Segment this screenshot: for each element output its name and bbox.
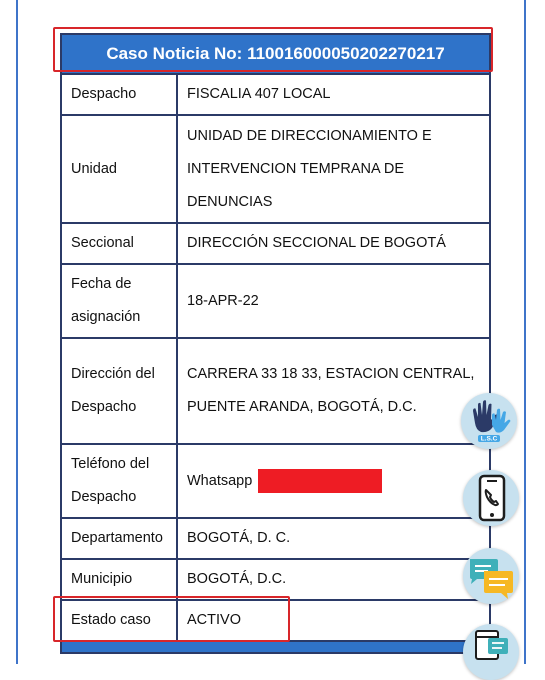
row-label-direccion: Dirección del Despacho [61,338,177,444]
case-details-table [60,33,491,654]
table-footer-bar [61,641,490,653]
row-label-telefono: Teléfono del Despacho [61,444,177,518]
row-value-telefono [177,444,490,518]
row-label-departamento: Departamento [61,518,177,559]
row-label-despacho: Despacho [61,74,177,115]
table-row [61,444,490,518]
whatsapp-label: Whatsapp [187,472,253,489]
table-row [61,223,490,264]
redacted-phone-number [258,469,382,493]
table-footer-fill [61,641,490,653]
sign-language-button[interactable] [461,393,517,449]
chat-button[interactable] [463,548,519,604]
row-value-despacho: FISCALIA 407 LOCAL [177,74,490,115]
row-value-unidad: UNIDAD DE DIRECCIONAMIENTO E INTERVENCION TEMPRANA DE DENUNCIAS [177,115,490,223]
case-title: Caso Noticia No: 110016000050202270217 [61,34,490,74]
chat-bubbles-icon [463,548,519,604]
row-label-fecha: Fecha de asignación [61,264,177,338]
row-value-direccion: CARRERA 33 18 33, ESTACION CENTRAL, PUENTE ARANDA, BOGOTÁ, D.C. [177,338,490,444]
table-row [61,518,490,559]
table-row [61,115,490,223]
row-label-unidad: Unidad [61,115,177,223]
title-highlight-box [53,27,493,72]
row-value-fecha: 18-APR-22 [177,264,490,338]
form-message-icon [463,624,519,680]
status-highlight-box [53,596,290,642]
table-row [61,559,490,600]
sign-language-badge: L.S.C [480,435,498,443]
row-value-seccional: DIRECCIÓN SECCIONAL DE BOGOTÁ [177,223,490,264]
row-value-municipio: BOGOTÁ, D.C. [177,559,490,600]
row-label-estado: Estado caso [61,600,177,641]
frame-border-left [16,0,18,664]
row-value-estado: ACTIVO [177,600,490,641]
row-label-municipio: Municipio [61,559,177,600]
contact-form-button[interactable] [463,624,519,680]
table-row [61,74,490,115]
sign-language-hands-icon [461,393,517,449]
smartphone-call-icon [463,470,519,526]
frame-border-right [524,0,526,664]
call-button[interactable] [463,470,519,526]
table-row [61,264,490,338]
row-label-seccional: Seccional [61,223,177,264]
row-value-departamento: BOGOTÁ, D. C. [177,518,490,559]
table-row [61,338,490,444]
